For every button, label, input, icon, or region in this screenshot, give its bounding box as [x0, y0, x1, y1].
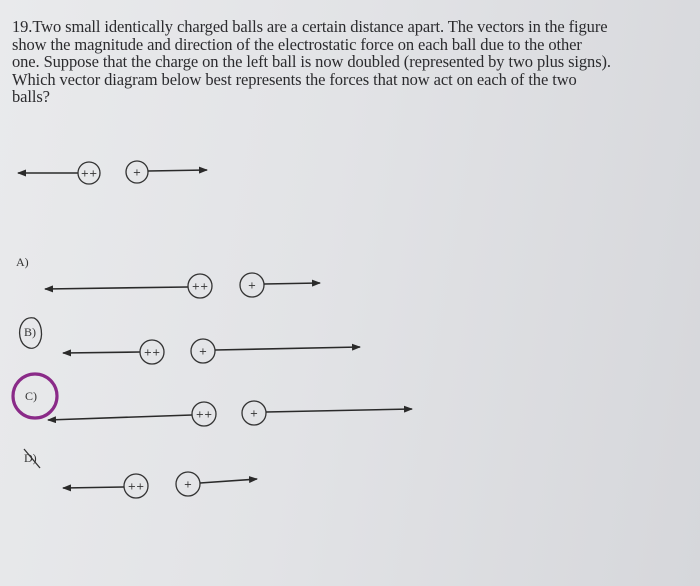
option-b-right-force-arrow [215, 347, 360, 350]
option-a-right-force-arrow [264, 283, 320, 284]
question-number: 19. [12, 17, 33, 36]
option-b[interactable] [20, 318, 360, 364]
option-c-left-charge: ++ [195, 409, 213, 421]
reference-right-charge: + [132, 167, 142, 179]
option-a-right-charge: + [247, 280, 257, 292]
option-c-right-force-arrow [266, 409, 412, 412]
question-line-4: Which vector diagram below best represents the forces that now act on each of the two [12, 69, 577, 89]
option-a-left-charge: ++ [191, 281, 209, 293]
option-c-letter: C) [25, 389, 37, 403]
option-a[interactable] [16, 255, 320, 298]
option-d-left-force-arrow [63, 487, 124, 488]
option-d-letter: D) [24, 451, 37, 465]
option-b-right-charge: + [198, 346, 208, 358]
question-line-1: 19.Two small identically charged balls are a certain distance apart. The vectors in the figure [12, 17, 608, 36]
option-c-right-charge: + [249, 408, 259, 420]
reference-right-force-arrow [148, 170, 207, 171]
option-b-letter: B) [24, 325, 36, 339]
question-line-5: balls? [12, 87, 50, 106]
option-d-right-force-arrow [200, 479, 257, 483]
reference-left-charge: ++ [80, 168, 98, 180]
option-d-left-charge: ++ [127, 481, 145, 493]
option-b-left-charge: ++ [143, 347, 161, 359]
question-line-2: show the magnitude and direction of the electrostatic force on each ball due to the other [12, 34, 582, 54]
option-d-right-charge: + [183, 479, 193, 491]
reference-figure [18, 161, 207, 184]
option-a-left-force-arrow [45, 287, 188, 289]
option-d[interactable] [24, 449, 257, 498]
option-c-left-force-arrow [48, 415, 192, 420]
question-line-3: one. Suppose that the charge on the left ball is now doubled (represented by two plus signs). [12, 52, 611, 71]
option-c[interactable] [13, 374, 412, 426]
option-a-letter: A) [16, 255, 29, 269]
option-b-left-force-arrow [63, 352, 140, 353]
